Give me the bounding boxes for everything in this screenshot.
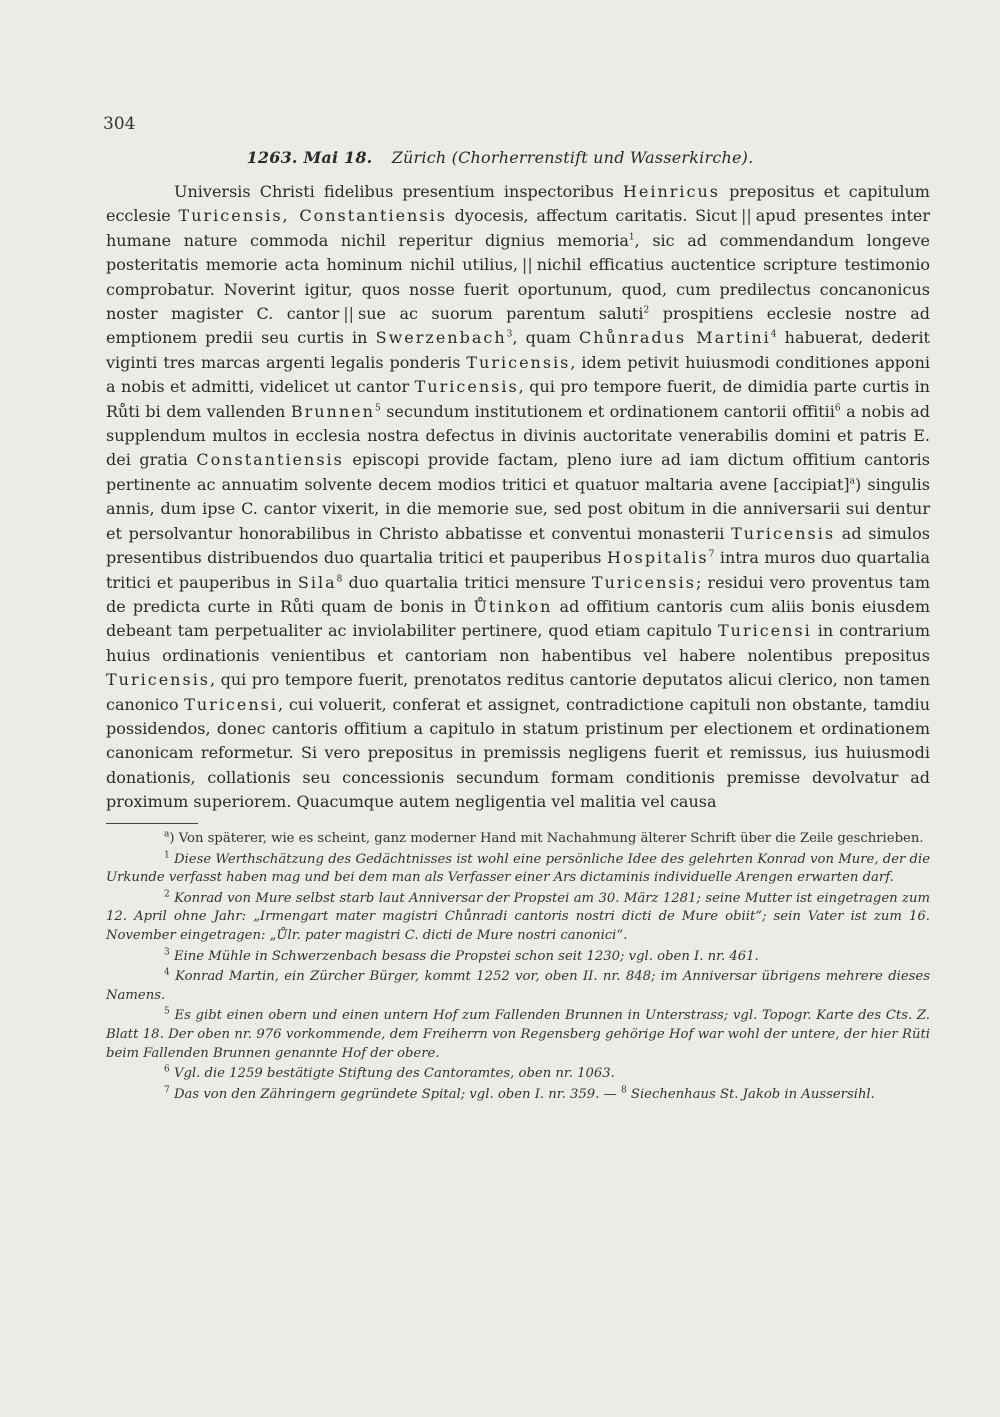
footnote-mark: 6: [164, 1064, 170, 1075]
footnote-text: Konrad Martin, ein Zürcher Bürger, kommt 1252 vor, oben II. nr. 848; im Anniversar übrigens mehrere dieses Namens.: [106, 969, 930, 1003]
footnote-text: Das von den Zähringern gegründete Spital; vgl. oben I. nr. 359. —: [173, 1086, 617, 1102]
place-turicensis: Turicensis, Constantiensis: [178, 206, 447, 226]
footnote-divider: [106, 823, 198, 824]
text-run: in contrarium huius ordinationis venientibus et cantoriam non habentibus vel habere nolentibus prepositus: [106, 621, 930, 665]
text-run: a nobis ad supplendum multos in ecclesia nostra defectus in divinis auctoritate venerabilis domini et patris E. dei gratia: [106, 401, 931, 470]
line-break-marker: ||: [343, 304, 354, 324]
footnote-ref: 7: [708, 549, 715, 560]
text-run: habuerat, dederit viginti tres marcas argenti legalis ponderis: [106, 328, 930, 372]
footnote-mark: 3: [164, 947, 170, 958]
text-run: ad simulos presentibus distribuendos duo quartalia tritici et pauperibus: [106, 523, 931, 568]
footnote-4: [106, 968, 930, 1005]
name-heinricus: Heinricus: [622, 182, 721, 201]
footnote-ref: 2: [643, 305, 650, 316]
text-run: prospitiens ecclesie nostre ad emptionem predii seu curtis in: [106, 304, 930, 348]
footnote-mark: 2: [164, 889, 170, 900]
footnote-text: Eine Mühle in Schwerzenbach besass die Propstei schon seit 1230; vgl. oben I. nr. 461.: [173, 948, 759, 964]
footnote-text: Konrad von Mure selbst starb laut Anniversar der Propstei am 30. März 1281; seine Mutter ist eingetragen zum 12. April ohne Jahr: „Irmengart mater magistri Chůnradi cantoris nostri dicti de Mure obiit“; sein Vater ist zum 16. November eingetragen: „Ůlr. pater magistri C. dicti de Mure nostri canonici“.: [106, 890, 930, 943]
footnote-text: Vgl. die 1259 bestätigte Stiftung des Cantoramtes, oben nr. 1063.: [173, 1066, 615, 1082]
footnote-mark: 1: [164, 850, 170, 861]
footnote-7-8: [106, 1086, 930, 1105]
text-run: , sic ad commendandum longeve posteritatis memorie acta hominum nichil utilius,: [106, 230, 930, 275]
line-break-marker: ||: [740, 206, 752, 226]
footnote-3: [106, 948, 930, 967]
place-utinkon: Ůtinkon: [473, 596, 553, 616]
line-break-marker: ||: [521, 255, 533, 275]
heading-place: Zürich (Chorherrenstift und Wasserkirche).: [391, 148, 754, 167]
footnote-text: Siechenhaus St. Jakob in Aussersihl.: [630, 1086, 875, 1102]
text-run: Universis Christi fidelibus presentium inspectoribus: [174, 182, 614, 201]
footnote-text: Es gibt einen obern und einen untern Hof zum Fallenden Brunnen in Unterstrass; vgl. Topogr. Karte des Cts. Z. Blatt 18. Der oben nr. 976 vorkommende, dem Freiherrn von Regensberg gehörige Hof war wohl der untere, der hier Rüti beim Fallenden Brunnen genannte Hof der obere.: [106, 1008, 930, 1061]
text-run: duo quartalia tritici mensure: [348, 572, 586, 592]
text-run: dyocesis, affectum caritatis. Sicut: [454, 206, 737, 226]
charter-paragraph: [106, 180, 930, 815]
footnote-text: ) Von späterer, wie es scheint, ganz moderner Hand mit Nachahmung älterer Schrift über die Zeile geschrieben.: [169, 831, 924, 846]
footnote-ref: 1: [628, 232, 635, 243]
place-turicensis: Turicensis: [591, 572, 696, 592]
text-run: sue ac suorum parentum saluti: [358, 304, 644, 324]
text-run: , qui pro tempore fuerit, prenotatos reditus cantorie deputatos alicui clerico, non tamen canonico: [106, 670, 930, 714]
place-turicensi: Turicensi: [717, 621, 812, 641]
footnote-mark: 8: [620, 1085, 627, 1096]
footnotes: [106, 830, 930, 1106]
footnote-2: [106, 890, 930, 946]
place-turicensi: Turicensi: [184, 694, 278, 714]
footnote-mark: 5: [164, 1006, 170, 1017]
place-turicensis: Turicensis: [106, 670, 211, 690]
place-swerzenbach: Swerzenbach: [375, 328, 507, 348]
place-turicensis: Turicensis: [414, 377, 519, 397]
footnote-mark: a: [164, 829, 170, 840]
document-heading: [0, 148, 1000, 167]
footnote-6: [106, 1065, 930, 1084]
text-run: apud presentes inter humane nature commoda nichil reperitur dignius memoria: [106, 206, 930, 250]
place-hospitalis: Hospitalis: [607, 548, 709, 568]
text-run: , quam: [512, 328, 571, 348]
name-chunradus-martini: Chůnradus Martini: [579, 328, 771, 348]
footnote-ref: a: [849, 476, 855, 487]
text-run: ) singulis annis, dum ipse C. cantor vixerit, in die memorie sue, sed post obitum in die anniversarii sui dentur et persolvantur honorabilibus in Christo abbatisse et conventui monasterii: [106, 474, 930, 543]
footnote-a: [106, 830, 930, 849]
page-number: 304: [103, 114, 136, 134]
text-run: intra muros duo quartalia tritici et pauperibus in: [106, 548, 930, 592]
footnote-1: [106, 851, 930, 888]
text-run: ad offitium cantoris cum aliis bonis eiusdem debeant tam perpetualiter ac inviolabiliter pertinere, quod etiam capitulo: [106, 596, 931, 641]
footnote-ref: 6: [834, 403, 841, 414]
text-run: ; residui vero proventus tam de predicta curte in Růti quam de bonis in: [106, 572, 931, 616]
footnote-ref: 3: [506, 330, 513, 341]
heading-date: 1263. Mai 18.: [246, 148, 373, 167]
footnote-ref: 8: [336, 574, 343, 585]
footnote-mark: 7: [164, 1085, 170, 1096]
place-sila: Sila: [297, 572, 337, 592]
text-run: prepositus et capitulum ecclesie: [106, 182, 930, 226]
footnote-ref: 4: [770, 330, 777, 341]
footnote-5: [106, 1007, 930, 1063]
text-run: secundum institutionem et ordinationem cantorii offitii: [386, 401, 835, 421]
place-brunnen: Brunnen: [290, 401, 375, 421]
charter-text: [106, 180, 930, 815]
text-run: , cui voluerit, conferat et assignet, contradictione capituli non obstante, tamdiu possidendos, donec cantoris offitium a capitulo in statum pristinum per electionem et ordinationem canonicam reformetur. Si vero prepositus in premissis negligens fuerit et remissus, ius huiusmodi donationis, collationis seu concessionis secundum formam conditionis premisse devolvatur ad proximum superiorem. Quacumque autem negligentia vel malitia vel causa: [106, 694, 930, 812]
footnote-ref: 5: [374, 403, 381, 414]
text-run: , qui pro tempore fuerit, de dimidia parte curtis in Růti bi dem vallenden: [106, 377, 930, 421]
text-run: nichil efficatius auctentice scripture testimonio comprobatur. Noverint igitur, quos nosse fuerit oportunum, quod, cum predilectus concanonicus noster magister C. cantor: [106, 255, 931, 324]
text-run: episcopi provide factam, pleno iure ad iam dictum offitium cantoris pertinente ac annuatim solvente decem modios tritici et quatuor maltaria avene [accipiat]: [106, 450, 930, 494]
place-turicensis: Turicensis: [466, 352, 571, 372]
footnote-mark: 4: [164, 967, 170, 978]
text-run: , idem petivit huiusmodi conditiones apponi a nobis et admitti, videlicet ut cantor: [106, 352, 931, 397]
place-turicensis: Turicensis: [731, 523, 836, 543]
footnote-text: Diese Werthschätzung des Gedächtnisses ist wohl eine persönliche Idee des gelehrten Konrad von Mure, der die Urkunde verfasst haben mag und bei dem man als Verfasser einer Ars dictaminis individuelle Arengen erwarten darf.: [106, 851, 931, 886]
place-constantiensis: Constantiensis: [196, 450, 344, 470]
